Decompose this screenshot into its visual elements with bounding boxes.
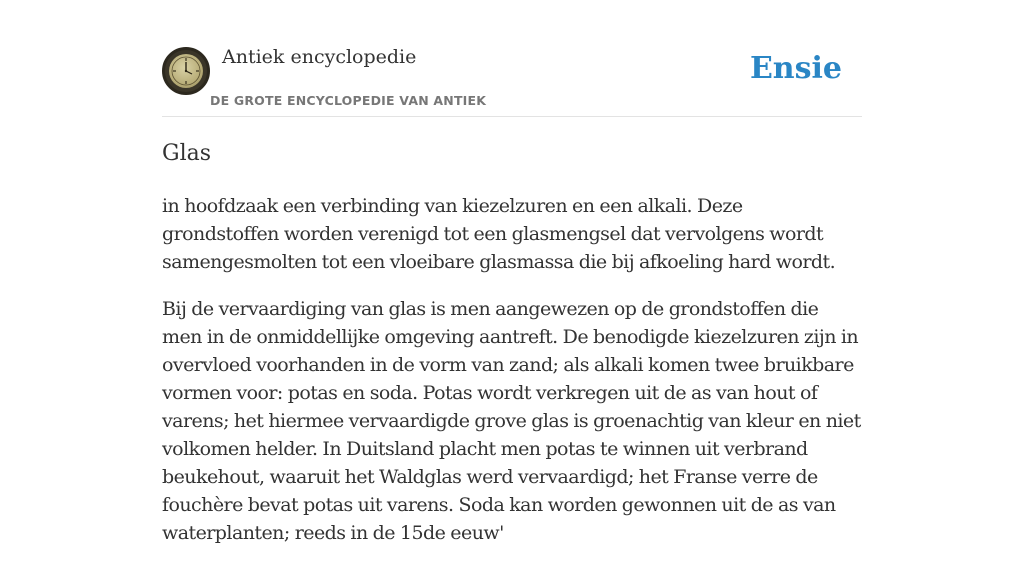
brand-logo[interactable]: Ensie — [749, 51, 842, 86]
article-body — [162, 192, 862, 566]
site-logo[interactable] — [162, 47, 210, 95]
page-title: Glas — [162, 141, 212, 166]
site-header — [162, 0, 862, 117]
paragraph: Bij de vervaardiging van glas is men aangewezen op de grondstoffen die men in de onmiddellijke omgeving aantreft. De benodigde kiezelzuren zijn in overvloed voorhanden in de vorm van zand; als alkali komen twee bruikbare vormen voor: potas en soda. Potas wordt verkregen uit de as van hout of varens; het hiermee vervaardigde grove glas is groenachtig van kleur en niet volkomen helder. In Duitsland placht men potas te winnen uit verbrand beukehout, waaruit het Waldglas werd vervaardigd; het Franse verre de fouchère bevat potas uit varens. Soda kan worden gewonnen uit de as van waterplanten; reeds in de 15de eeuw' — [162, 298, 861, 544]
clock-icon — [169, 54, 203, 88]
site-title[interactable]: Antiek encyclopedie — [222, 46, 417, 68]
paragraph: in hoofdzaak een verbinding van kiezelzuren en een alkali. Deze grondstoffen worden verenigd tot een glasmengsel dat vervolgens wordt samengesmolten tot een vloeibare glasmassa die bij afkoeling hard wordt. — [162, 195, 836, 273]
site-subtitle: DE GROTE ENCYCLOPEDIE VAN ANTIEK — [210, 93, 487, 108]
